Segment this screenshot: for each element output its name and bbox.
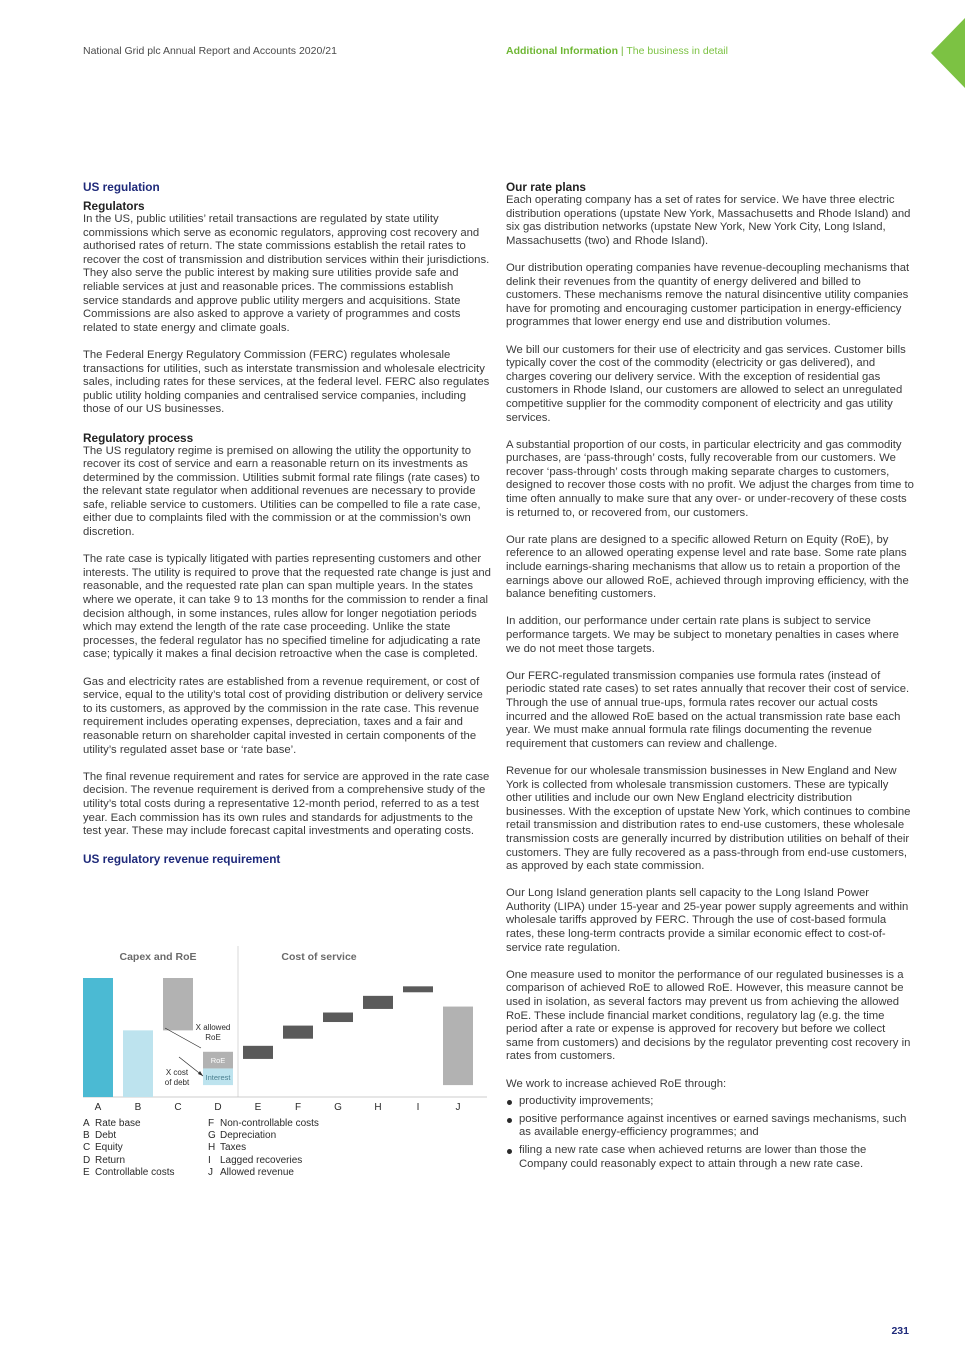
legend-item-a: [83, 1118, 174, 1130]
list-item: productivity improvements;: [506, 1095, 914, 1109]
legend-label: Rate base: [95, 1118, 141, 1129]
legend-item-h: [208, 1142, 319, 1154]
paragraph: Our distribution operating companies have revenue-decoupling mechanisms that delink their revenues from the quantity of energy delivered and billed to customers. These mechanisms remove the natural disincentive utility companies have for promoting and encouraging customer participation in energy-efficiency programmes that lower energy end use and distribution volumes.: [506, 261, 910, 329]
x-tick-f: F: [294, 1102, 302, 1113]
x-tick-d: D: [214, 1102, 222, 1113]
regulators-heading: Regulators: [83, 199, 145, 213]
paragraph: A substantial proportion of our costs, in particular electricity and gas commodity purchases, are ‘pass-through’ costs, fully recoverable from our customers. We recover ‘pass-through’ costs through making separate charges to customers, designed to recover those costs with no profit. We adjust the charges from time to time often annually to make sure that any over- or under-recovery of these costs is returned to, or recovered from, our customers.: [506, 438, 914, 519]
legend-left: [83, 1118, 174, 1179]
chart-svg: [83, 940, 487, 1120]
bar-d-interest-label: Interest: [205, 1072, 231, 1082]
legend-label: Allowed revenue: [220, 1166, 294, 1178]
annotation-allowed-roe: RoE: [205, 1033, 221, 1042]
legend-key: A: [83, 1118, 90, 1129]
x-tick-j: J: [455, 1102, 461, 1113]
x-tick-b: B: [134, 1102, 142, 1113]
bar-g: [323, 1013, 353, 1023]
legend-item-i: [208, 1155, 319, 1167]
paragraph: The rate case is typically litigated with parties representing customers and other interests. The utility is required to prove that the requested rate change is just and reasonable, and the requested rate plan can span multiple years. In the states where we operate, it can take 9 to 13 months for the commission to render a final decision although, in some instances, rules allow for longer negotiation periods which may extend the length of the rate case proceeding. Unlike the state processes, the federal regulator has no specified timeline for adjudicating a rate case; typically it makes a final decision retroactive when the case is completed.: [83, 553, 491, 661]
rate-plans-heading: Our rate plans: [506, 180, 586, 194]
paragraph: One measure used to monitor the performance of our regulated businesses is a comparison of achieved RoE to allowed RoE. However, this measure cannot be used in isolation, as several factors may prevent us from achieving the allowed RoE. These include financial market conditions, regulatory lag (e.g. the time period after a rate or expense is approved for recovery but before we collect same from customers) and decisions by the regulator preventing cost recovery in rates from customers.: [506, 968, 911, 1063]
page-number: 231: [891, 1325, 909, 1337]
annotation-allowed-roe: X allowed: [195, 1023, 231, 1032]
paragraph: Our FERC-regulated transmission companies use formula rates (instead of periodic stated rate cases) to set rates annually that recover their cost of service. Through the use of annual true-ups, formula rates recover our actual costs incurred and the allowed RoE based on the actual transmission rate base each year. We must make annual formula rate filings documenting the revenue requirement that customers can review and challenge.: [506, 669, 910, 750]
paragraph: The final revenue requirement and rates for service are approved in the rate case decision. The revenue requirement is derived from a comprehensive study of the utility’s total costs during a representative 12-month period, referred to as a test year. Each commission has its own rules and standards for adjustments to the test year. These may include forecast capital investments and operating costs.: [83, 770, 490, 838]
regulatory-process-heading: Regulatory process: [83, 430, 194, 445]
legend-key: I: [208, 1154, 211, 1166]
bar-b: [123, 1030, 153, 1097]
bar-h: [363, 996, 393, 1009]
legend-label: Taxes: [220, 1142, 247, 1154]
section-breadcrumb: [506, 45, 728, 57]
legend-key: G: [208, 1130, 216, 1142]
bar-a: [83, 978, 113, 1097]
paragraph: In addition, our performance under certain rate plans is subject to service performance targets. We may be subject to monetary penalties in cases where we do not meet those targets.: [506, 615, 899, 655]
bar-c: [163, 978, 193, 1030]
legend-label: Non-controllable costs: [220, 1118, 319, 1129]
x-tick-c: C: [174, 1102, 182, 1113]
paragraph: Our Long Island generation plants sell capacity to the Long Island Power Authority (LIPA) under 15-year and 25-year power supply agreements and within wholesale tariffs approved by FERC. Through the use of cost-based formula rates, these long-term contracts provide a similar economic effect to cost-of-service rate regulation.: [506, 887, 909, 954]
legend-item-j: [208, 1167, 319, 1179]
legend-key: J: [208, 1166, 213, 1178]
annotation-cost-of-debt: of debt: [164, 1078, 190, 1087]
left-column: [83, 180, 491, 866]
roe-bullet-list: [506, 1095, 914, 1171]
annotation-arrowhead: [198, 1071, 203, 1076]
legend-label: Return: [95, 1154, 126, 1166]
legend-label: Equity: [95, 1142, 123, 1154]
legend-item-d: [83, 1155, 174, 1167]
legend-item-e: [83, 1167, 174, 1179]
breadcrumb-separator: |: [620, 45, 624, 57]
legend-key: D: [83, 1154, 91, 1166]
legend-item-c: [83, 1142, 174, 1154]
legend-key: B: [83, 1130, 90, 1142]
annotation-cost-of-debt: X cost: [165, 1068, 189, 1077]
paragraph: Our rate plans are designed to a specific allowed Return on Equity (RoE), by reference to an allowed operating expense level and rate base. Some rate plans include earnings-sharing mechanisms that allow us to retain a proportion of the earnings above our allowed RoE, achieved through improving efficiency, with the balance benefiting customers.: [506, 533, 909, 601]
report-title: National Grid plc Annual Report and Accounts 2020/21: [83, 45, 337, 57]
bar-j: [443, 1007, 473, 1086]
list-item: filing a new rate case when achieved returns are lower than those the Company could reasonably expect to attain through a new rate case.: [506, 1144, 914, 1171]
legend-label: Controllable costs: [95, 1166, 175, 1178]
paragraph: Gas and electricity rates are established from a revenue requirement, or cost of service, equal to the utility’s total cost of providing distribution or delivery service to its customers, as approved by the commission in the rate case. This revenue requirement includes operating expenses, depreciation, taxes and a fair and reasonable return on shareholder capital invested in certain components of the utility’s regulated asset base or ‘rate base’.: [83, 675, 483, 756]
x-tick-e: E: [254, 1102, 262, 1113]
bar-d-roe-label: RoE: [210, 1056, 226, 1066]
legend-key: F: [208, 1118, 215, 1129]
legend-label: Lagged recoveries: [220, 1154, 303, 1166]
chart-heading: US regulatory revenue requirement: [83, 852, 281, 867]
x-tick-h: H: [374, 1102, 382, 1113]
paragraph: Each operating company has a set of rates for service. We have three electric distribution operations (upstate New York, Massachusetts and Rhode Island) and six gas distribution networks (upstate New York, New York City, Long Island, Massachusetts (two) and Rhode Island).: [506, 194, 911, 247]
bar-i: [403, 986, 433, 992]
x-tick-g: G: [334, 1102, 342, 1113]
paragraph: We bill our customers for their use of electricity and gas services. Customer bills typically cover the cost of the commodity (electricity or gas delivered), and charges covering our delivery service. With the exception of residential gas customers in Rhode Island, our customers are allowed to select an unregulated competitive supplier for the commodity component of electricity and gas utility services.: [506, 343, 906, 424]
group-label-capex: Capex and RoE: [119, 951, 197, 963]
paragraph: The Federal Energy Regulatory Commission (FERC) regulates wholesale transactions for utilities, such as interstate transmission and wholesale electricity sales, including rates for these services, at the federal level. FERC also regulates public utility holding companies and centralised service companies, including those of our US businesses.: [83, 348, 490, 416]
paragraph: Revenue for our wholesale transmission businesses in New England and New York is collected from wholesale transmission customers. These are typically other utilities and include our own New England electricity distribution businesses. With the exception of upstate New York, which continues to combine retail transmission and distribution rates to end-use customers, these wholesale transmission costs are generally incurred by distribution utilities on behalf of their customers. They are fully recovered as a pass-through from end-use customers, as approved by each state commission.: [506, 764, 911, 873]
legend-key: E: [83, 1166, 90, 1178]
us-regulation-heading: US regulation: [83, 180, 160, 194]
section-tab-marker: [931, 18, 965, 88]
legend-key: H: [208, 1142, 216, 1154]
legend-item-g: [208, 1130, 319, 1142]
legend-item-f: [208, 1118, 319, 1130]
legend-label: Debt: [95, 1130, 117, 1142]
revenue-requirement-chart: [83, 940, 487, 1190]
section-title: Additional Information: [506, 45, 618, 57]
right-column: [506, 180, 914, 1175]
paragraph: In the US, public utilities’ retail transactions are regulated by state utility commissions which serve as economic regulators, approving cost recovery and authorised rates of return. The state commissions establish the retail rates to recover the cost of transmission and distribution services within their jurisdictions. They also serve the public interest by making sure utilities provide safe and reliable services at just and reasonable prices. The commissions establish service standards and approve public utility mergers and acquisitions. State Commissions are also asked to approve a variety of programmes and costs related to state energy and climate goals.: [83, 213, 490, 334]
bar-f: [283, 1026, 313, 1039]
legend-key: C: [83, 1142, 91, 1154]
list-item: positive performance against incentives or earned savings mechanisms, such as available energy-efficiency programmes; and: [506, 1113, 914, 1140]
group-label-cost-of-service: Cost of service: [281, 951, 357, 963]
x-tick-a: A: [94, 1102, 102, 1113]
x-tick-i: I: [416, 1102, 420, 1113]
legend-right: [208, 1118, 319, 1179]
bar-e: [243, 1046, 273, 1059]
paragraph: The US regulatory regime is premised on allowing the utility the opportunity to recover its cost of service and earn a reasonable return on its investments as determined by the commission. Utilities submit formal rate filings (rate cases) to the relevant state regulator when additional revenues are necessary to provide safe, reliable service to customers. Utilities can be compelled to file a rate case, either due to complaints filed with the commission or at the commission’s own discretion.: [83, 444, 481, 539]
subsection-title: The business in detail: [626, 45, 728, 57]
legend-label: Depreciation: [220, 1130, 277, 1142]
paragraph: We work to increase achieved RoE through:: [506, 1077, 727, 1090]
legend-item-b: [83, 1130, 174, 1142]
